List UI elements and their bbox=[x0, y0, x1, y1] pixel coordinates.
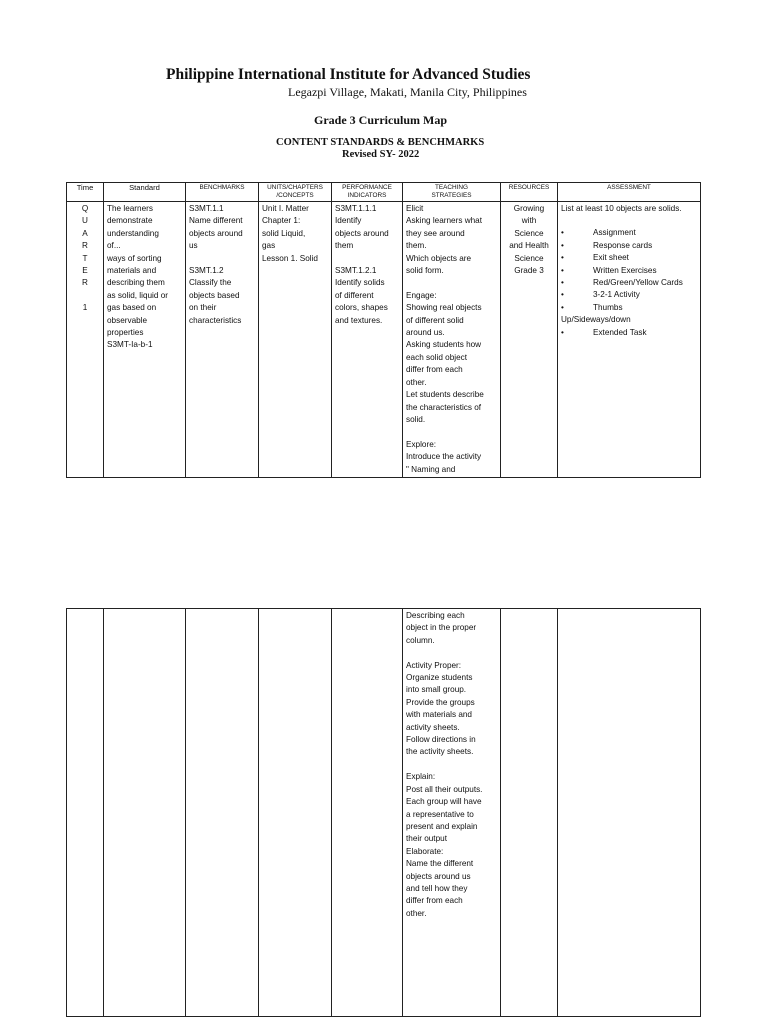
cell-assessment bbox=[558, 202, 701, 478]
header-units: UNITS/CHAPTERS /CONCEPTS bbox=[259, 183, 332, 202]
curriculum-table-page2 bbox=[66, 608, 701, 1017]
assessment-item: • Assignment bbox=[561, 227, 697, 239]
assessment-item: • Exit sheet bbox=[561, 252, 697, 264]
revision-label: Revised SY- 2022 bbox=[342, 149, 420, 160]
institute-address: Legazpi Village, Makati, Manila City, Philippines bbox=[288, 85, 527, 99]
cell-benchmarks: S3MT.1.1 Name different objects around us S3MT.1.2 Classify the objects based on their characteristics bbox=[186, 202, 259, 478]
bullet-icon: • bbox=[561, 278, 564, 288]
assessment-item: • Extended Task bbox=[561, 327, 697, 339]
cell-performance: S3MT.1.1.1 Identify objects around them S3MT.1.2.1 Identify solids of different colors, shapes and textures. bbox=[332, 202, 403, 478]
assessment-item: • 3-2-1 Activity bbox=[561, 289, 697, 301]
institute-title: Philippine International Institute for Advanced Studies bbox=[166, 66, 531, 83]
bullet-icon: • bbox=[561, 240, 564, 250]
header-standard: Standard bbox=[104, 183, 186, 202]
header-assessment: ASSESSMENT bbox=[558, 183, 701, 202]
cell-time bbox=[67, 609, 104, 1017]
table-row bbox=[67, 609, 701, 1017]
bullet-icon: • bbox=[561, 302, 564, 312]
cell-teaching: Elicit Asking learners what they see around them. Which objects are solid form. Engage: Showing real objects of different solid around us. Asking students how each solid object differ from each other. Let students describe the characteristics of solid. Explore: Introduce the activity " Naming and bbox=[403, 202, 501, 478]
header-resources: RESOURCES bbox=[501, 183, 558, 202]
cell-standard: The learners demonstrate understanding of... ways of sorting materials and describing them as solid, liquid or gas based on observable properties S3MT-Ia-b-1 bbox=[104, 202, 186, 478]
cell-performance bbox=[332, 609, 403, 1017]
cell-resources bbox=[501, 609, 558, 1017]
header-teaching: TEACHING STRATEGIES bbox=[403, 183, 501, 202]
cell-time: Q U A R T E R 1 bbox=[67, 202, 104, 478]
assessment-intro: List at least 10 objects are solids. bbox=[561, 204, 682, 213]
assessment-wrap-text: Up/Sideways/down bbox=[561, 315, 631, 325]
bullet-icon: • bbox=[561, 228, 564, 238]
bullet-icon: • bbox=[561, 253, 564, 263]
table-header-row bbox=[67, 183, 701, 202]
bullet-icon: • bbox=[561, 327, 564, 337]
content-standards-heading: CONTENT STANDARDS & BENCHMARKS bbox=[276, 137, 485, 148]
cell-units: Unit I. Matter Chapter 1: solid Liquid, gas Lesson 1. Solid bbox=[259, 202, 332, 478]
cell-resources: Growing with Science and Health Science Grade 3 bbox=[501, 202, 558, 478]
assessment-item: • Written Exercises bbox=[561, 265, 697, 277]
assessment-item: • Red/Green/Yellow Cards bbox=[561, 277, 697, 289]
document-title: Grade 3 Curriculum Map bbox=[314, 113, 447, 127]
cell-teaching: Describing each object in the proper column. Activity Proper: Organize students into small group. Provide the groups with materials and activity sheets. Follow directions in the activity sheets. Explain: Post all their outputs. Each group will have a representative to present and explain their output Elaborate: Name the different objects around us and tell how they differ from each other. bbox=[403, 609, 501, 1017]
cell-units bbox=[259, 609, 332, 1017]
cell-standard bbox=[104, 609, 186, 1017]
cell-assessment bbox=[558, 609, 701, 1017]
bullet-icon: • bbox=[561, 290, 564, 300]
assessment-item: • Response cards bbox=[561, 240, 697, 252]
curriculum-table-page1 bbox=[66, 182, 701, 478]
assessment-item: • Thumbs bbox=[561, 302, 697, 314]
bullet-icon: • bbox=[561, 265, 564, 275]
cell-benchmarks bbox=[186, 609, 259, 1017]
header-time: Time bbox=[67, 183, 104, 202]
header-benchmarks: BENCHMARKS bbox=[186, 183, 259, 202]
table-row bbox=[67, 202, 701, 478]
header-performance: PERFORMANCE INDICATORS bbox=[332, 183, 403, 202]
